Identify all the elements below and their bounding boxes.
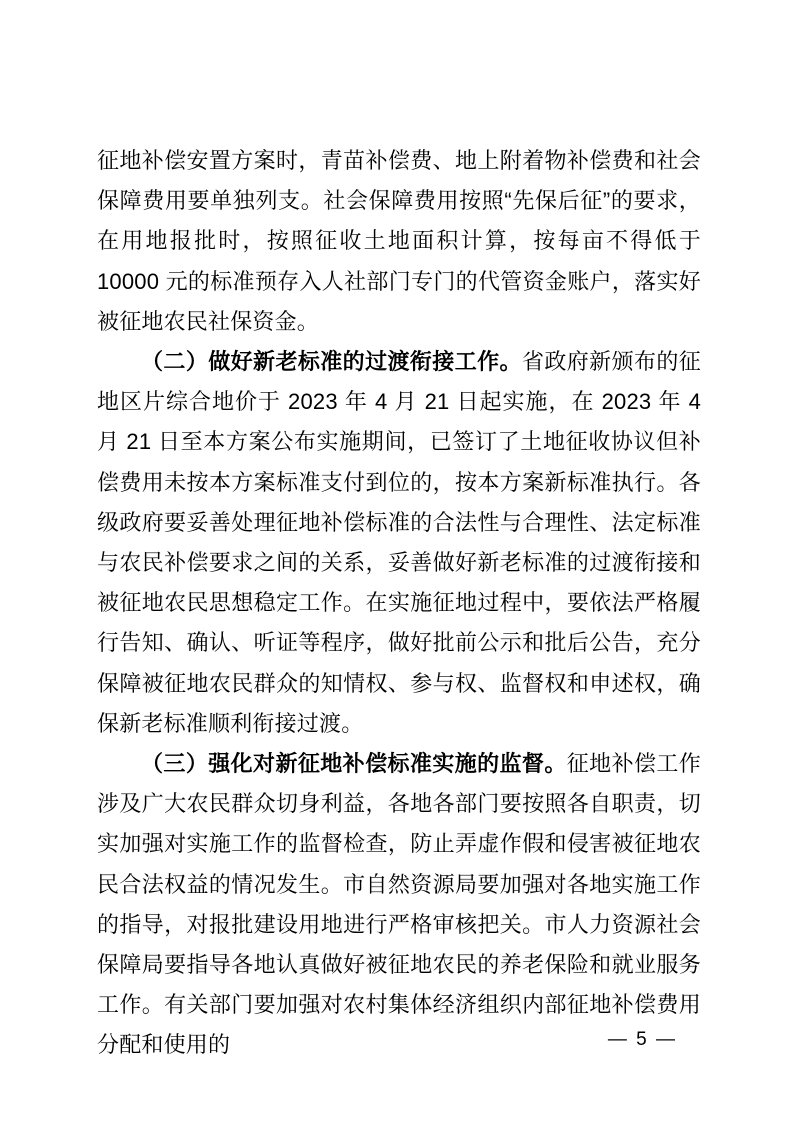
paragraph-section-3 <box>97 744 701 1066</box>
paragraph-lead: （二）做好新老标准的过渡衔接工作。 <box>141 349 522 375</box>
document-body <box>97 141 701 1066</box>
paragraph-text: 征地补偿安置方案时，青苗补偿费、地上附着物补偿费和社会保障费用要单独列支。社会保障费用按照“先保后征”的要求，在用地报批时，按照征收土地面积计算，按每亩不得低于 10000 元的标准预存入人社部门专门的代管资金账户，落实好被征地农民社保资金。 <box>97 148 701 334</box>
paragraph-text: 征地补偿工作涉及广大农民群众切身利益，各地各部门要按照各自职责，切实加强对实施工作的监督检查，防止弄虚作假和侵害被征地农民合法权益的情况发生。市自然资源局要加强对各地实施工作的指导，对报批建设用地进行严格审核把关。市人力资源社会保障局要指导各地认真做好被征地农民的养老保险和就业服务工作。有关部门要加强对农村集体经济组织内部征地补偿费用分配和使用的 <box>97 751 701 1058</box>
page-number: — 5 — <box>607 1029 677 1050</box>
paragraph-text: 省政府新颁布的征地区片综合地价于 2023 年 4 月 21 日起实施，在 2023 年 4 月 21 日至本方案公布实施期间，已签订了土地征收协议但补偿费用未按本方案标准支付到位的，按本方案新标准执行。各级政府要妥善处理征地补偿标准的合法性与合理性、法定标准与农民补偿要求之间的关系，妥善做好新老标准的过渡衔接和被征地农民思想稳定工作。在实施征地过程中，要依法严格履行告知、确认、听证等程序，做好批前公示和批后公告，充分保障被征地农民群众的知情权、参与权、监督权和申述权，确保新老标准顺利衔接过渡。 <box>97 349 701 736</box>
paragraph-section-2 <box>97 342 701 744</box>
paragraph-lead: （三）强化对新征地补偿标准实施的监督。 <box>141 751 567 777</box>
paragraph-continuation <box>97 141 701 342</box>
